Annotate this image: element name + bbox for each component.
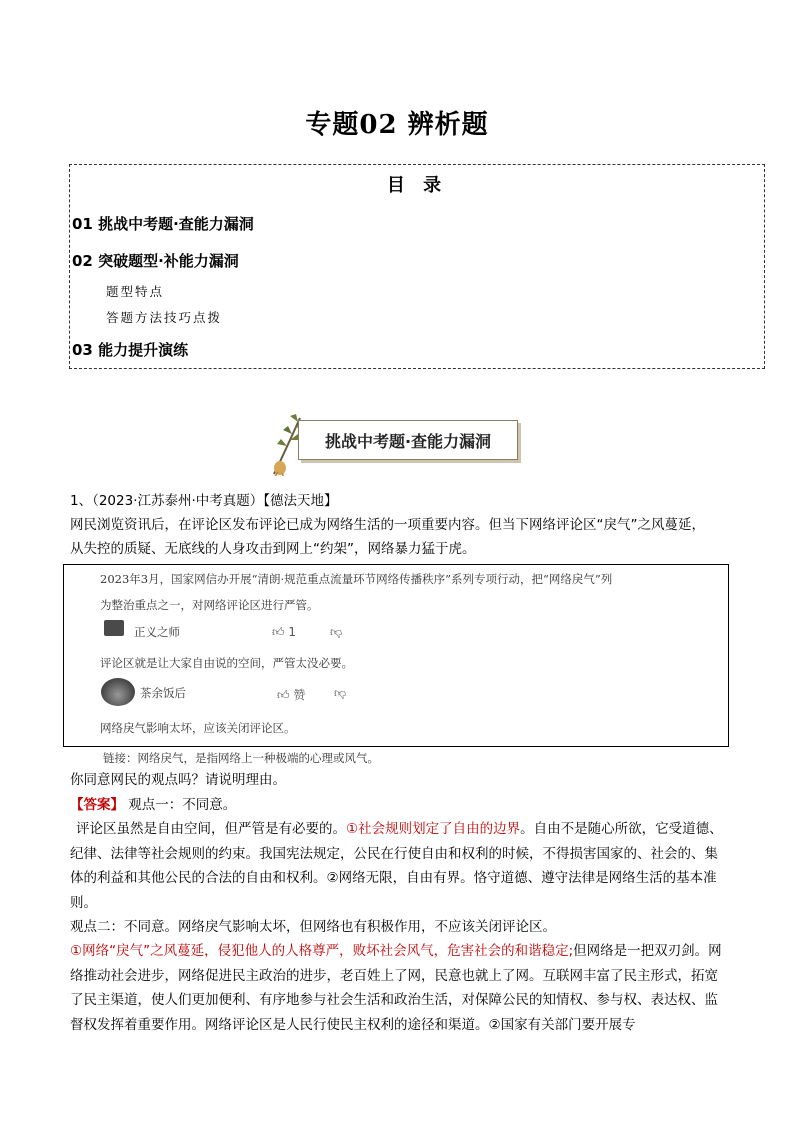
toc-item-01[interactable]: 01 挑战中考题·查能力漏洞: [72, 215, 254, 233]
material-note: 链接：网络戾气，是指网络上一种极端的心理或风气。: [103, 751, 379, 765]
section-banner: [268, 410, 524, 476]
thumbs-down-icon[interactable]: 👎︎: [334, 686, 347, 700]
toc-item-03[interactable]: 03 能力提升演练: [72, 341, 189, 359]
thumbs-up-icon: 👍︎: [277, 688, 290, 702]
question-source: 1、（2023·江苏泰州·中考真题）【德法天地】: [70, 493, 338, 509]
comment-1-username: 正义之师: [134, 625, 180, 639]
answer-p1-body: 。自由不是随心所欲，它受道德、纪律、法律等社会规则的约束。我国宪法规定，公民在行使自由和权利的时候，不得损害国家的、社会的、集体的利益和其他公民的合法的自由和权利。②网络无限，自由有界。恪守道德、遵守法律是网络生活的基本准则。: [70, 821, 723, 911]
answer-p2-highlight: ①网络“戾气”之风蔓延，侵犯他人的人格尊严，败坏社会风气，危害社会的和谐稳定;: [70, 943, 574, 959]
thumbs-down-icon[interactable]: 👎︎: [330, 625, 343, 639]
question-intro-line-2: 从失控的质疑、无底线的人身攻击到网上“约架”，网络暴力猛于虎。: [70, 541, 476, 557]
question-prompt: 你同意网民的观点吗？请说明理由。: [70, 772, 286, 788]
answer-paragraph-2: [70, 939, 730, 1037]
page-title: 专题02 辨析题: [305, 110, 489, 140]
material-box: [63, 564, 729, 747]
answer-p1-highlight: ①社会规则划定了自由的边界: [346, 821, 521, 837]
answer-view-2: 观点二：不同意。网络戾气影响太坏，但网络也有积极作用，不应该关闭评论区。: [70, 919, 556, 935]
comment-2-text: 网络戾气影响太坏，应该关闭评论区。: [100, 721, 296, 735]
toc-subitem-features[interactable]: 题型特点: [106, 284, 165, 299]
comment-1-text: 评论区就是让大家自由说的空间，严管太没必要。: [100, 656, 353, 670]
answer-header: [70, 794, 730, 817]
comment-1-like[interactable]: [272, 625, 296, 640]
answer-p1-lead: 评论区虽然是自由空间，但严管是有必要的。: [76, 821, 346, 837]
question-intro-line-1: 网民浏览资讯后，在评论区发布评论已成为网络生活的一项重要内容。但当下网络评论区“戾气”之风蔓延，: [70, 517, 705, 533]
avatar: [104, 620, 124, 636]
avatar: [101, 678, 135, 706]
table-of-contents: [69, 164, 765, 369]
comment-2-like-count: 赞: [293, 688, 306, 702]
answer-view-1: 观点一：不同意。: [124, 797, 237, 813]
section-banner-label: 挑战中考题·查能力漏洞: [324, 432, 492, 451]
material-line-1: 2023年3月，国家网信办开展“清朗·规范重点流量环节网络传播秩序”系列专项行动，把“网络戾气”列: [100, 572, 613, 586]
answer-p2-body: 但网络是一把双刃剑。网络推动社会进步，网络促进民主政治的进步，老百姓上了网，民意也就上了网。互联网丰富了民主形式，拓宽了民主渠道，使人们更加便利、有序地参与社会生活和政治生活，对保障公民的知情权、参与权、表达权、监督权发挥着重要作用。网络评论区是人民行使民主权利的途径和渠道。②国家有关部门要开展专: [70, 943, 722, 1033]
thumbs-up-icon: 👍︎: [272, 625, 285, 639]
comment-1-like-count: 1: [288, 625, 297, 639]
toc-heading: 目 录: [386, 175, 448, 196]
material-line-2: 为整治重点之一，对网络评论区进行严管。: [100, 598, 319, 612]
toc-subitem-methods[interactable]: 答题方法技巧点拨: [106, 310, 223, 325]
comment-2-username: 茶余饭后: [140, 686, 186, 700]
answer-tag: 【答案】: [70, 797, 124, 813]
answer-paragraph-1: [70, 817, 730, 915]
comment-2-like[interactable]: [277, 686, 305, 703]
section-banner-box: [298, 420, 518, 460]
toc-item-02[interactable]: 02 突破题型·补能力漏洞: [72, 252, 239, 270]
